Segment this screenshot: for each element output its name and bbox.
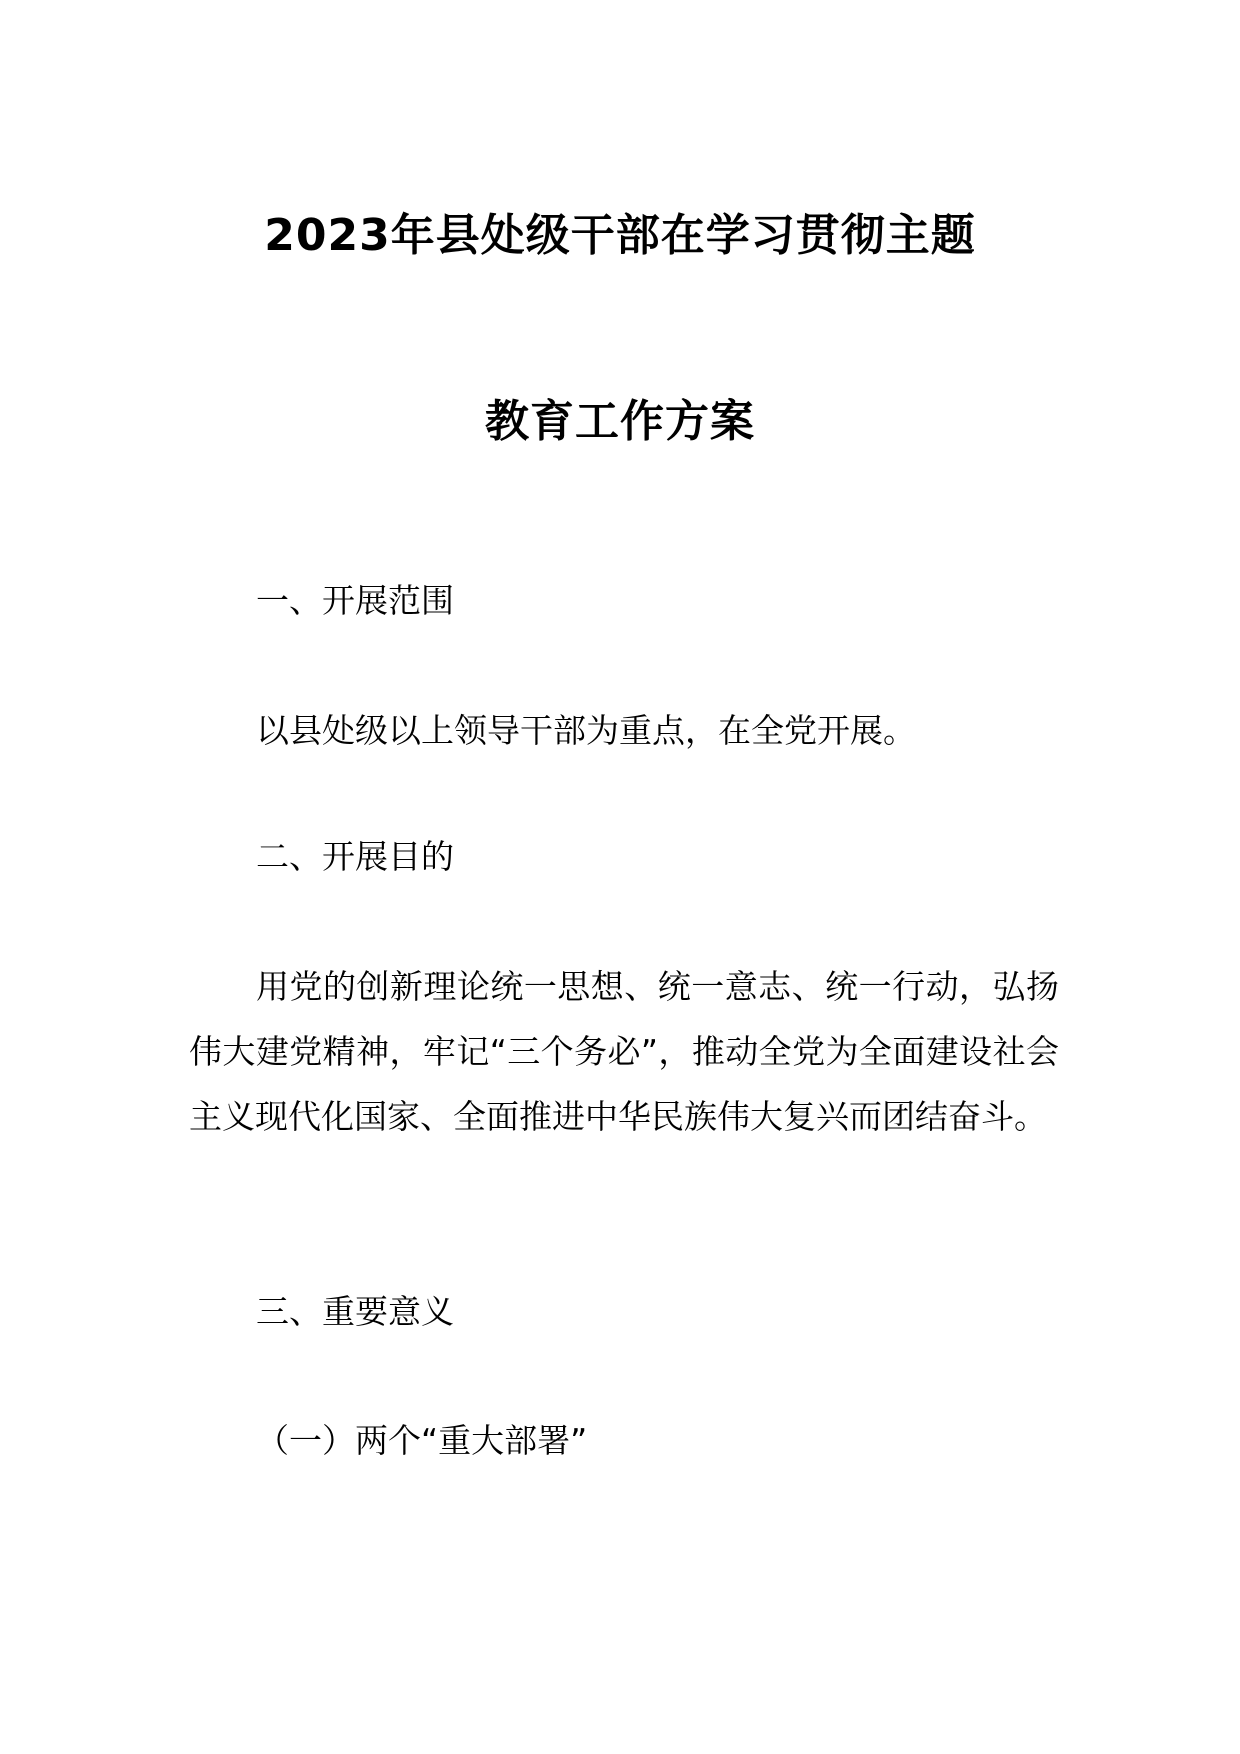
section-text-purpose: 用党的创新理论统一思想、统一意志、统一行动，弘扬伟大建党精神，牢记“三个务必”，推动全党为全面建设社会主义现代化国家、全面推进中华民族伟大复兴而团结奋斗。 bbox=[189, 967, 1059, 1136]
section-text-scope: 以县处级以上领导干部为重点，在全党开展。 bbox=[256, 711, 916, 750]
subsection-heading-two-deployments: （一）两个“重大部署” bbox=[256, 1421, 588, 1460]
section-heading-significance: 三、重要意义 bbox=[256, 1292, 454, 1331]
document-title-line-1: 2023年县处级干部在学习贯彻主题 bbox=[264, 210, 976, 261]
section-heading-scope: 一、开展范围 bbox=[256, 581, 454, 620]
document-title-line-2: 教育工作方案 bbox=[485, 396, 755, 447]
section-heading-purpose: 二、开展目的 bbox=[256, 837, 454, 876]
